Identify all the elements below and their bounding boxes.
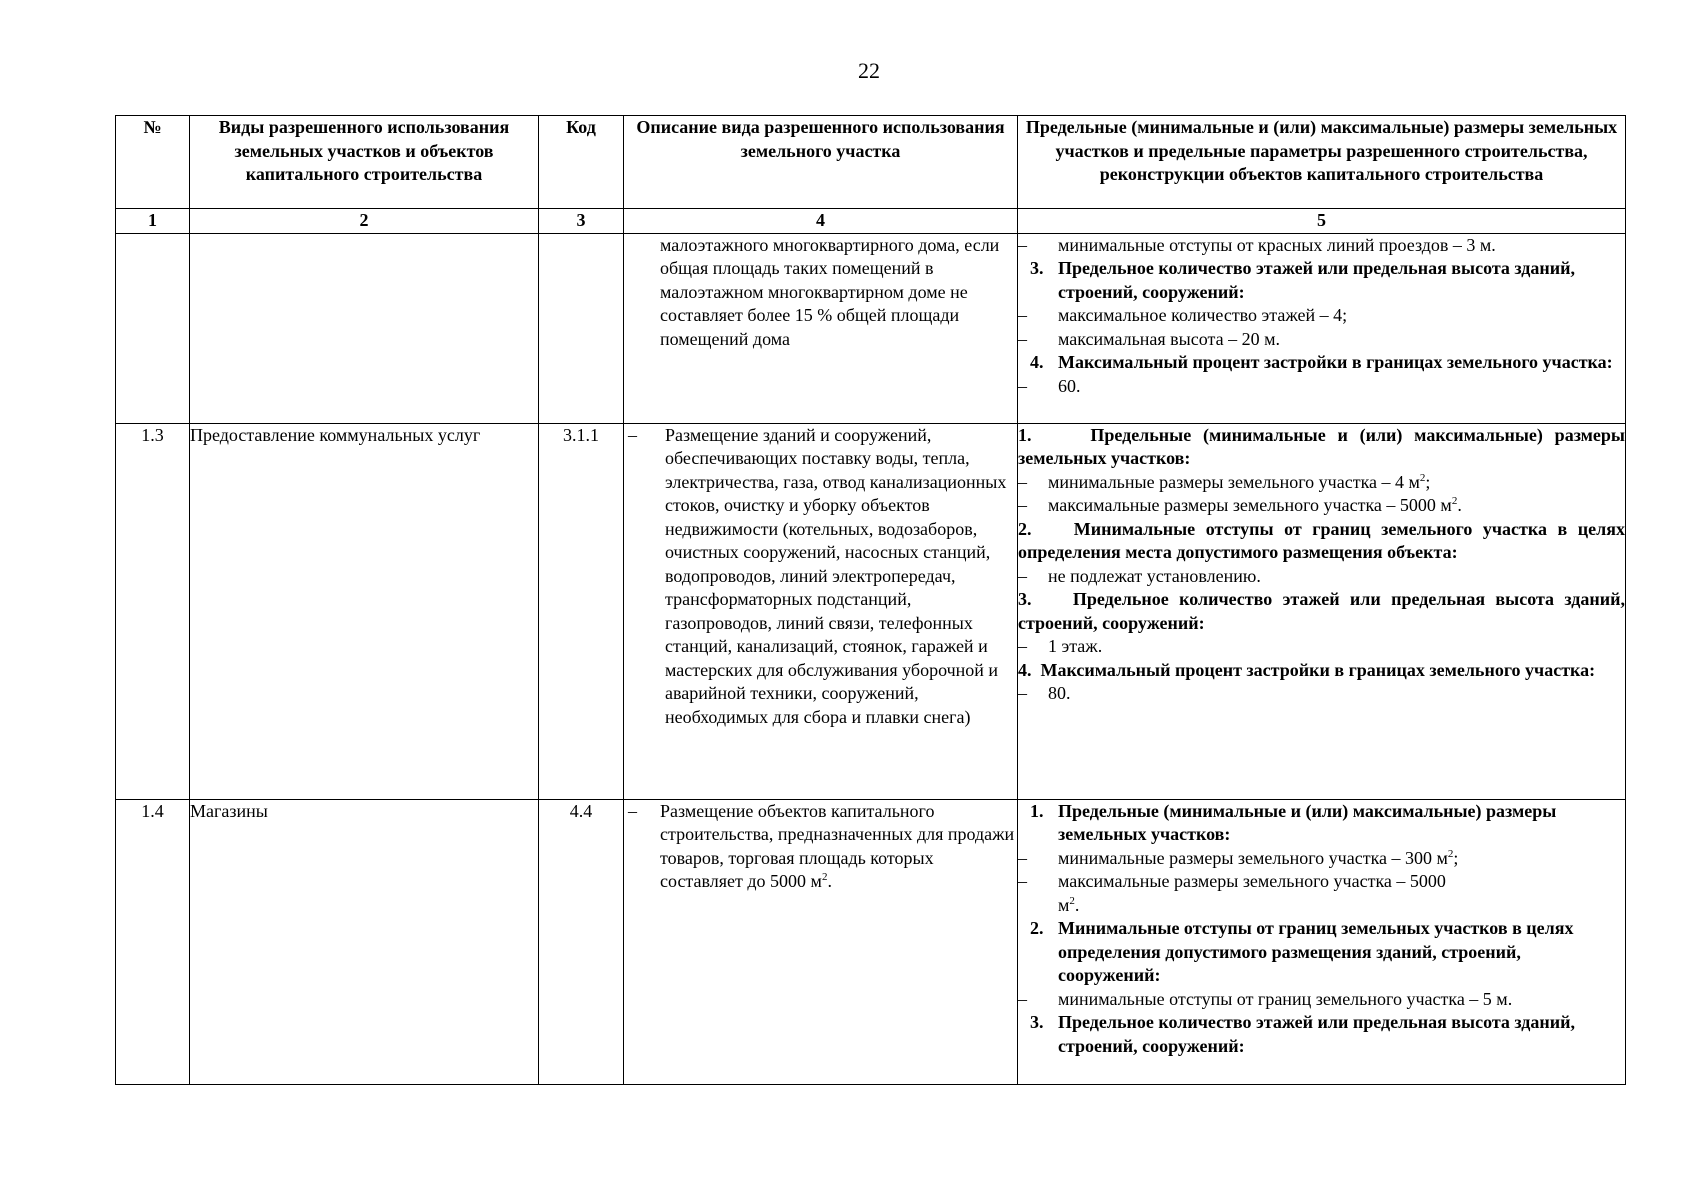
table-header-row — [116, 116, 1626, 209]
superscript: 2 — [1069, 894, 1075, 907]
param-text: Минимальные отступы от границ земельного участка в целях определения места допустимого размещения объекта: — [1018, 518, 1625, 562]
param-line — [1018, 234, 1625, 258]
code-cell — [539, 233, 624, 423]
param-heading — [1018, 1011, 1625, 1058]
row-number — [116, 233, 190, 423]
param-heading — [1018, 351, 1625, 375]
list-marker: 4. — [1018, 659, 1032, 680]
use-type-cell — [190, 233, 539, 423]
description-cell — [624, 233, 1018, 423]
header-number: № — [116, 116, 190, 209]
description-cell — [624, 423, 1018, 799]
list-marker: – — [1018, 636, 1027, 656]
param-heading — [1018, 518, 1625, 565]
parameters-cell — [1018, 799, 1626, 1084]
param-text: Максимальный процент застройки в границах земельного участка: — [1058, 352, 1613, 372]
row-number: 1.4 — [116, 799, 190, 1084]
column-number: 3 — [539, 209, 624, 234]
param-text: Минимальные отступы от границ земельных участков в целях определения допустимого размещения зданий, строений, сооружений: — [1058, 918, 1574, 985]
parameters-cell — [1018, 233, 1626, 423]
table-row — [116, 799, 1626, 1084]
row-number: 1.3 — [116, 423, 190, 799]
list-marker: – — [1018, 988, 1027, 1009]
list-marker: 3. — [1030, 258, 1044, 278]
param-text-tail: . — [1457, 495, 1462, 515]
description-cell — [624, 799, 1018, 1084]
list-marker: – — [1018, 847, 1027, 868]
column-number: 4 — [624, 209, 1018, 234]
param-line — [1018, 870, 1625, 917]
param-text: 1 этаж. — [1048, 636, 1103, 656]
param-text: минимальные размеры земельного участка – 300 м — [1058, 847, 1448, 868]
page-number: 22 — [858, 58, 880, 83]
column-number: 5 — [1018, 209, 1626, 234]
param-text-tail: ; — [1425, 471, 1431, 492]
param-text: максимальная высота – 20 м. — [1058, 328, 1280, 349]
param-text: Предельное количество этажей или предельная высота зданий, строений, сооружений: — [1058, 258, 1576, 302]
param-text: максимальные размеры земельного участка – 5000 м — [1048, 495, 1452, 515]
code-cell: 3.1.1 — [539, 423, 624, 799]
superscript: 2 — [1419, 471, 1426, 484]
land-use-table — [115, 115, 1626, 1085]
param-line — [1018, 494, 1625, 518]
use-type-cell: Предоставление коммунальных услуг — [190, 423, 539, 799]
table-row — [116, 423, 1626, 799]
table-row — [116, 233, 1626, 423]
use-type-cell: Магазины — [190, 799, 539, 1084]
param-line — [1018, 682, 1625, 706]
parameters-cell — [1018, 423, 1626, 799]
param-heading — [1018, 800, 1625, 847]
code-cell: 4.4 — [539, 799, 624, 1084]
list-marker: – — [1018, 495, 1027, 515]
param-text: максимальное количество этажей – 4; — [1058, 305, 1348, 325]
param-text-tail: . — [1074, 894, 1080, 915]
list-marker: – — [1018, 305, 1027, 325]
superscript: 2 — [1451, 495, 1458, 507]
list-marker: 1. — [1018, 424, 1032, 445]
param-heading — [1018, 588, 1625, 635]
param-text: минимальные отступы от границ земельного участка – 5 м. — [1058, 988, 1513, 1009]
param-text: 80. — [1048, 683, 1071, 703]
param-line — [1018, 471, 1625, 495]
list-marker: – — [1018, 471, 1027, 492]
superscript: 2 — [1447, 847, 1454, 860]
list-marker: – — [1018, 234, 1027, 255]
list-marker: 2. — [1030, 918, 1044, 938]
description-text: Размещение объектов капитального строительства, предназначенных для продажи товаров, торговая площадь которых составляет до 5000 м — [660, 800, 1015, 891]
description-item — [624, 800, 1017, 894]
list-marker: – — [1018, 565, 1027, 586]
param-line — [1018, 847, 1625, 871]
list-marker: – — [1018, 328, 1027, 349]
param-text: Предельное количество этажей или предельная высота зданий, строений, сооружений: — [1058, 1012, 1576, 1056]
param-text-tail: ; — [1453, 847, 1459, 868]
param-line — [1018, 304, 1625, 328]
param-line — [1018, 988, 1625, 1012]
param-text: 60. — [1058, 375, 1081, 396]
list-marker: 1. — [1030, 800, 1044, 821]
column-number-row — [116, 209, 1626, 234]
description-text: Размещение зданий и сооружений, обеспечивающих поставку воды, тепла, электричества, газа, отвод канализационных стоков, очистку и уборку объектов недвижимости (котельных, водозаборов, очистных сооружений, насосных станций, водопроводов, линий электропередач, трансформаторных подстанций, газопроводов, линий связи, телефонных станций, канализаций, стоянок, гаражей и мастерских для обслуживания уборочной и аварийной техники, сооружений, необходимых для сбора и плавки снега) — [665, 424, 1007, 727]
param-line — [1018, 328, 1625, 352]
param-text: минимальные отступы от красных линий проездов – 3 м. — [1058, 234, 1496, 255]
param-text: не подлежат установлению. — [1048, 565, 1261, 586]
param-text: Предельные (минимальные и (или) максимальные) размеры земельных участков: — [1018, 424, 1625, 468]
param-text: Предельные (минимальные и (или) максимальные) размеры земельных участков: — [1058, 800, 1557, 844]
param-text: максимальные размеры земельного участка – 5000 м — [1058, 871, 1446, 915]
list-marker: 2. — [1018, 518, 1032, 539]
list-marker: – — [628, 800, 637, 821]
header-parameters: Предельные (минимальные и (или) максимальные) размеры земельных участков и предельные параметры разрешенного строительства, реконструкции объектов капитального строительства — [1018, 116, 1626, 209]
list-marker: – — [1018, 871, 1027, 891]
param-text: минимальные размеры земельного участка – 4 м — [1048, 471, 1420, 492]
list-marker: 4. — [1030, 352, 1044, 372]
list-marker: 3. — [1030, 1012, 1044, 1032]
list-marker: – — [1018, 375, 1027, 396]
column-number: 2 — [190, 209, 539, 234]
description-text: малоэтажного многоквартирного дома, если общая площадь таких помещений в малоэтажном многоквартирном доме не составляет более 15 % общей площади помещений дома — [660, 234, 1000, 349]
list-marker: 3. — [1018, 589, 1032, 609]
header-code: Код — [539, 116, 624, 209]
param-heading — [1018, 424, 1625, 471]
param-heading — [1018, 917, 1625, 988]
superscript: 2 — [821, 871, 828, 883]
list-marker: – — [628, 424, 637, 445]
param-line — [1018, 565, 1625, 589]
header-use-type: Виды разрешенного использования земельных участков и объектов капитального строительства — [190, 116, 539, 209]
description-tail: . — [827, 871, 832, 891]
description-item — [624, 424, 1017, 730]
param-text: Предельное количество этажей или предельная высота зданий, строений, сооружений: — [1018, 589, 1625, 633]
param-text: Максимальный процент застройки в границах земельного участка: — [1040, 659, 1596, 680]
param-heading — [1018, 257, 1625, 304]
header-description: Описание вида разрешенного использования земельного участка — [624, 116, 1018, 209]
column-number: 1 — [116, 209, 190, 234]
param-line — [1018, 635, 1625, 659]
param-line — [1018, 375, 1625, 399]
param-heading — [1018, 659, 1625, 683]
list-marker: – — [1018, 683, 1027, 703]
